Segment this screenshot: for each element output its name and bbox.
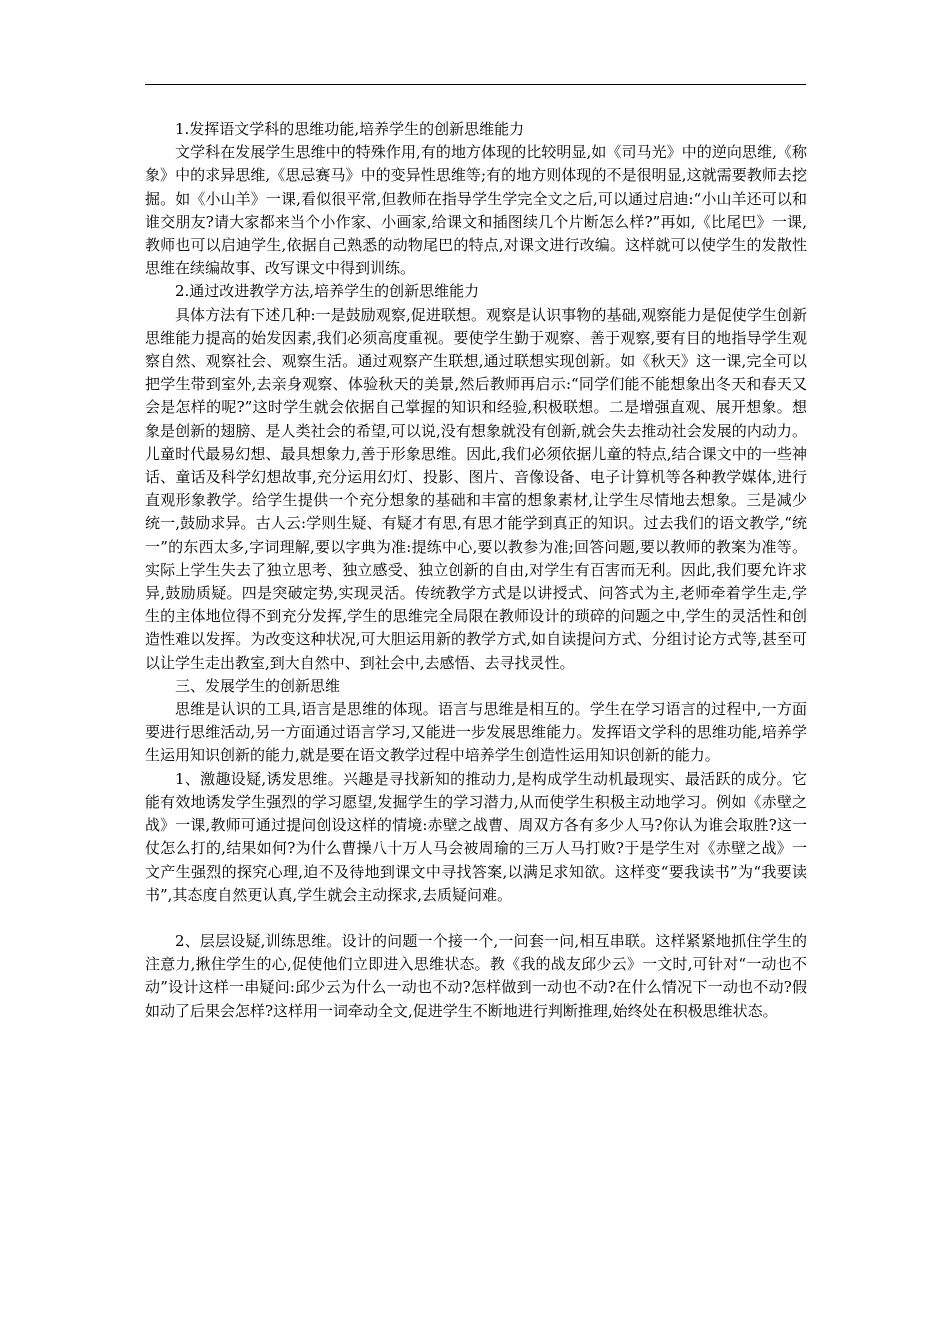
body-text (145, 118, 807, 1023)
paragraph: 2、层层设疑,训练思维。设计的问题一个接一个,一问套一问,相互串联。这样紧紧地抓住学生的注意力,揪住学生的心,促使他们立即进入思维状态。教《我的战友邱少云》一文时,可针对“一动也不动”设计这样一串疑问:邱少云为什么一动也不动?怎样做到一动也不动?在什么情况下一动也不动?假如动了后果会怎样?这样用一词牵动全文,促进学生不断地进行判断推理,始终处在积极思维状态。 (145, 931, 807, 1020)
paragraph: 具体方法有下述几种:一是鼓励观察,促进联想。观察是认识事物的基础,观察能力是促使学生创新思维能力提高的始发因素,我们必须高度重视。要使学生勤于观察、善于观察,要有目的地指导学生观察自然、观察社会、观察生活。通过观察产生联想,通过联想实现创新。如《秋天》这一课,完全可以把学生带到室外,去亲身观察、体验秋天的美景,然后教师再启示:“同学们能不能想象出冬天和春天又会是怎样的呢?”这时学生就会依据自己掌握的知识和经验,积极联想。二是增强直观、展开想象。想象是创新的翅膀、是人类社会的希望,可以说,没有想象就没有创新,就会失去推动社会发展的内动力。儿童时代最易幻想、最具想象力,善于形象思维。因此,我们必须依据儿童的特点,结合课文中的一些神话、童话及科学幻想故事,充分运用幻灯、投影、图片、音像设备、电子计算机等各种教学媒体,进行直观形象教学。给学生提供一个充分想象的基础和丰富的想象素材,让学生尽情地去想象。三是减少统一,鼓励求异。古人云:学则生疑、有疑才有思,有思才能学到真正的知识。过去我们的语文教学,“统一”的东西太多,字词理解,要以字典为准:提练中心,要以教参为准;回答问题,要以教师的教案为准等。实际上学生失去了独立思考、独立感受、独立创新的自由,对学生有百害而无利。因此,我们要允许求异,鼓励质疑。四是突破定势,实现灵活。传统教学方式是以讲授式、问答式为主,老师牵着学生走,学生的主体地位得不到充分发挥,学生的思维完全局限在教师设计的琐碎的问题之中,学生的灵活性和创造性难以发挥。为改变这种状况,可大胆运用新的教学方式,如自读提问方式、分组讨论方式等,甚至可以让学生走出教室,到大自然中、到社会中,去感悟、去寻找灵性。 (145, 305, 807, 672)
paragraph: 思维是认识的工具,语言是思维的体现。语言与思维是相互的。学生在学习语言的过程中,一方面要进行思维活动,另一方面通过语言学习,又能进一步发展思维能力。发挥语文学科的思维功能,培养学生运用知识创新的能力,就是要在语文教学过程中培养学生创造性运用知识创新的能力。 (145, 700, 807, 765)
paragraph: 文学科在发展学生思维中的特殊作用,有的地方体现的比较明显,如《司马光》中的逆向思维,《称象》中的求异思维,《思忌赛马》中的变异性思维等;有的地方则体现的不是很明显,这就需要教师去挖掘。如《小山羊》一课,看似很平常,但教师在指导学生学完全文之后,可以通过启迪:“小山羊还可以和谁交朋友?请大家都来当个小作家、小画家,给课文和插图续几个片断怎么样?”再如,《比尾巴》一课,教师也可以启迪学生,依据自己熟悉的动物尾巴的特点,对课文进行改编。这样就可以使学生的发散性思维在续编故事、改写课文中得到训练。 (145, 143, 807, 278)
section-heading-2: 2.通过改进教学方法,培养学生的创新思维能力 (175, 282, 480, 301)
section-heading-3: 三、发展学生的创新思维 (175, 676, 341, 695)
header-rule (145, 84, 806, 85)
section-heading-1: 1.发挥语文学科的思维功能,培养学生的创新思维能力 (175, 120, 525, 138)
paragraph: 1、激趣设疑,诱发思维。兴趣是寻找新知的推动力,是构成学生动机最现实、最活跃的成分。它能有效地诱发学生强烈的学习愿望,发掘学生的学习潜力,从而使学生积极主动地学习。例如《赤壁之战》一课,教师可通过提问创设这样的情境:赤壁之战曹、周双方各有多少人马?你认为谁会取胜?这一仗怎么打的,结果如何?为什么曹操八十万人马会被周瑜的三万人马打败?于是学生对《赤壁之战》一文产生强烈的探究心理,迫不及待地到课文中寻找答案,以满足求知欲。这样变“要我读书”为“我要读书”,其态度自然更认真,学生就会主动探求,去质疑问难。 (145, 769, 807, 904)
